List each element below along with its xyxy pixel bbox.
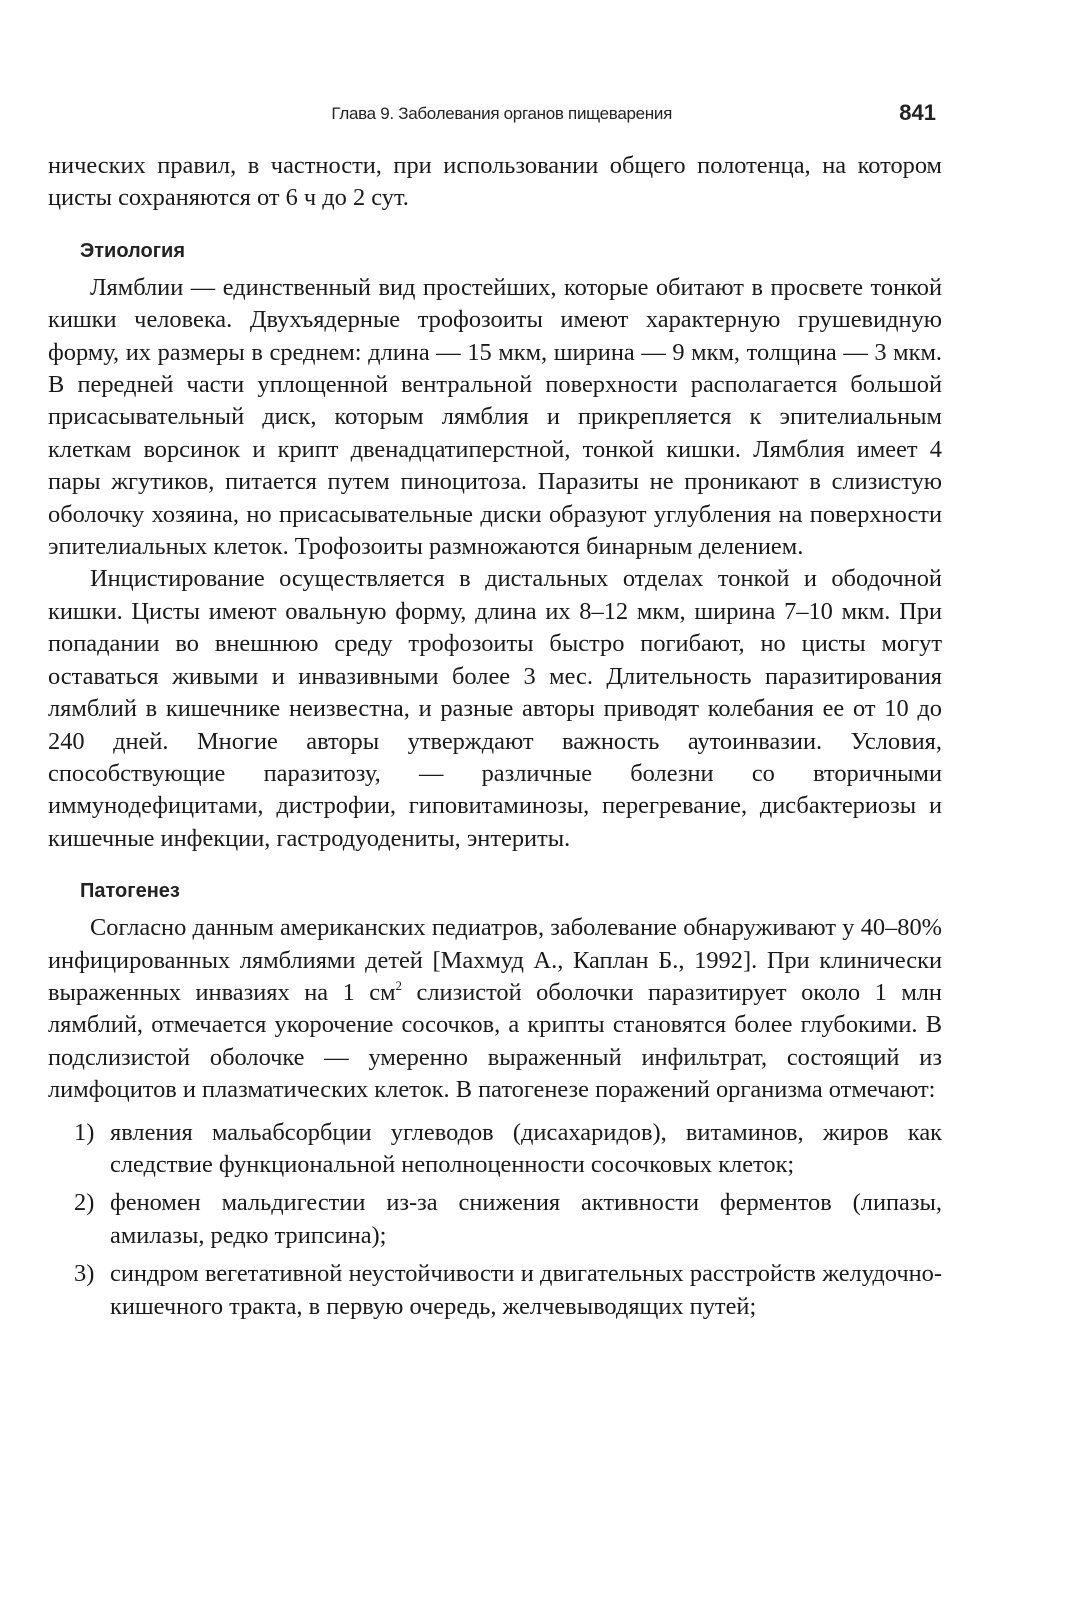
intro-paragraph: нических правил, в частности, при использовании общего полотенца, на котором цисты сохраняются от 6 ч до 2 сут.: [48, 152, 942, 212]
pathogenesis-paragraph: [48, 912, 942, 1106]
list-item-number: 2): [74, 1189, 95, 1217]
list-item-text: явления мальабсорбции углеводов (дисахаридов), витаминов, жиров как следствие функциональной неполноценности сосочковых клеток;: [110, 1118, 942, 1178]
list-item-number: 3): [74, 1260, 95, 1288]
etiology-paragraph-1: Лямблии — единственный вид простейших, которые обитают в просвете тонкой кишки человека. Двухъядерные трофозоиты имеют характерную грушевидную форму, их размеры в среднем: длина — 15 мкм, ширина — 9 мкм, толщина — 3 мкм. В передней части уплощенной вентральной поверхности располагается большой присасывательный диск, которым лямблия и прикрепляется к эпителиальным клеткам ворсинок и крипт двенадцатиперстной, тонкой кишки. Лямблия имеет 4 пары жгутиков, питается путем пиноцитоза. Паразиты не проникают в слизистую оболочку хозяина, но присасывательные диски образуют углубления на поверхности эпителиальных клеток. Трофозоиты размножаются бинарным делением.: [48, 273, 942, 561]
section-heading-etiology: Этиология: [80, 239, 185, 262]
pathogenesis-list: [48, 1117, 942, 1323]
list-item: [48, 1117, 942, 1182]
list-item: [48, 1187, 942, 1252]
list-item: [48, 1258, 942, 1323]
pathogenesis-text-part-2: слизистой оболочки паразитирует около 1 млн лямблий, отмечается укорочение сосочков, а крипты становятся более глубокими. В подслизистой оболочке — умеренно выраженный инфильтрат, состоящий из лимфоцитов и плазматических клеток. В патогенезе поражений организма отмечают:: [48, 978, 942, 1104]
square-superscript: 2: [395, 977, 403, 993]
page-number: 841: [899, 100, 936, 125]
pathogenesis-text-part-1: Согласно данным американских педиатров, заболевание обнаруживают у 40–80% инфицированных лямблиями детей [Махмуд А., Каплан Б., 1992]. При клинически выраженных инвазиях на 1 см: [48, 914, 942, 1006]
running-header: [48, 100, 942, 130]
etiology-paragraph-2: Инцистирование осуществляется в дистальных отделах тонкой и ободочной кишки. Цисты имеют овальную форму, длина их 8–12 мкм, ширина 7–10 мкм. При попадании во внешнюю среду трофозоиты быстро погибают, но цисты могут оставаться живыми и инвазивными более 3 мес. Длительность паразитирования лямблий в кишечнике неизвестна, и разные авторы приводят колебания ее от 10 до 240 дней. Многие авторы утверждают важность аутоинвазии. Условия, способствующие паразитозу, — различные болезни со вторичными иммунодефицитами, дистрофии, гиповитаминозы, перегревание, дисбактериозы и кишечные инфекции, гастродуодениты, энтериты.: [48, 565, 942, 852]
section-heading-pathogenesis: Патогенез: [80, 880, 180, 903]
page-body: [48, 150, 942, 1329]
spacer: [48, 1107, 942, 1117]
list-item-text: феномен мальдигестии из-за снижения активности ферментов (липазы, амилазы, редко трипсина);: [110, 1189, 942, 1249]
chapter-title: Глава 9. Заболевания органов пищеварения: [331, 104, 672, 123]
list-item-number: 1): [74, 1118, 95, 1146]
list-item-text: синдром вегетативной неустойчивости и двигательных расстройств желудочно-кишечного тракта, в первую очередь, желчевыводящих путей;: [110, 1260, 942, 1320]
